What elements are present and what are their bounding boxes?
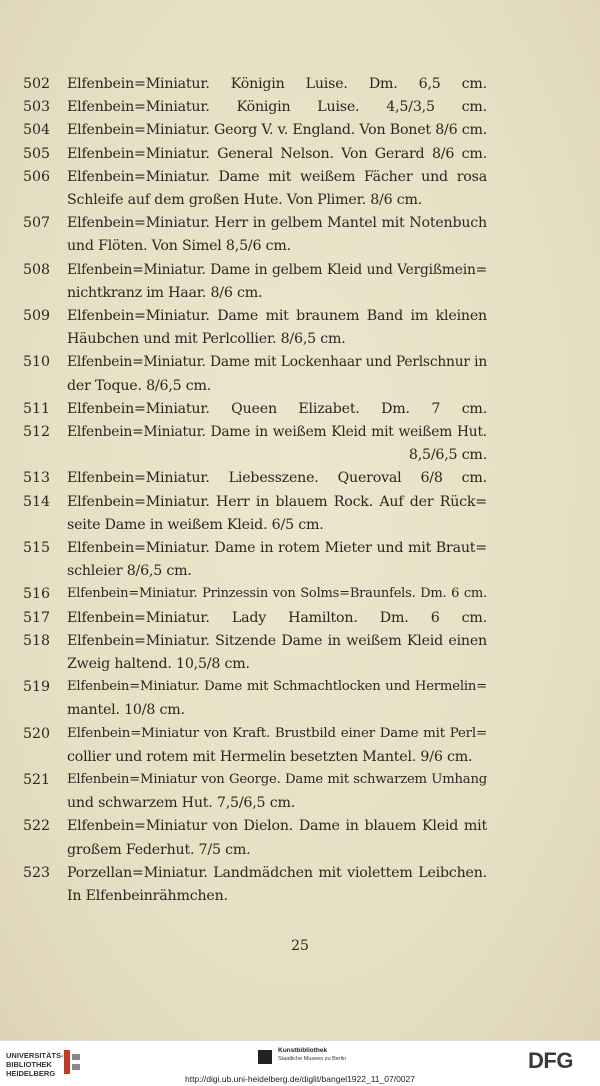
entry-text-line: großem Federhut. 7/5 cm. — [67, 841, 251, 858]
entry-text-line: Porzellan=Miniatur. Landmädchen mit violettem Leibchen. — [67, 864, 487, 881]
library-seal-icon — [62, 1048, 82, 1076]
entry-number: 516 — [23, 586, 51, 603]
entry-number: 506 — [23, 168, 51, 185]
entry-text-line: 8,5/6,5 cm. — [408, 447, 487, 464]
entry-text-line: mantel. 10/8 cm. — [67, 702, 185, 719]
entry-number: 505 — [23, 145, 51, 162]
entry-number: 511 — [23, 400, 51, 417]
entry-text-line: und Flöten. Von Simel 8,5/6 cm. — [67, 238, 291, 255]
entry-number: 509 — [23, 308, 51, 324]
kunstbibliothek-title: Kunstbibliothek — [278, 1047, 328, 1054]
entry-text-line: Elfenbein=Miniatur. Prinzessin von Solms=Braunfels. Dm. 6 cm. — [67, 586, 487, 602]
library-name-line-3: HEIDELBERG — [6, 1069, 56, 1078]
entry-text-line: Elfenbein=Miniatur von George. Dame mit schwarzem Umhang — [67, 772, 487, 787]
entry-text-line: seite Dame in weißem Kleid. 6/5 cm. — [67, 516, 324, 533]
entry-text-line: der Toque. 8/6,5 cm. — [67, 377, 212, 394]
entry-text-line: In Elfenbeinrähmchen. — [67, 887, 228, 904]
entry-text-line: Elfenbein=Miniatur. Dame mit weißem Fächer und rosa — [67, 168, 487, 185]
entry-text-line: Zweig haltend. 10,5/8 cm. — [67, 655, 250, 672]
entry-number: 513 — [23, 470, 51, 487]
entry-text-line: Elfenbein=Miniatur. Queen Elizabet. Dm. 7 cm. — [67, 400, 487, 417]
entry-text-line: schleier 8/6,5 cm. — [67, 563, 192, 580]
entry-number: 514 — [23, 493, 51, 510]
entry-number: 522 — [23, 818, 51, 835]
entry-text-line: Schleife auf dem großen Hute. Von Plimer. 8/6 cm. — [67, 191, 423, 208]
entry-number: 518 — [23, 632, 51, 649]
entry-text-line: Elfenbein=Miniatur. Herr in gelbem Mantel mit Notenbuch — [67, 215, 487, 232]
entry-number: 519 — [23, 679, 51, 696]
entry-number: 503 — [23, 99, 51, 116]
entry-number: 507 — [23, 215, 51, 232]
kunstbibliothek-logo[interactable] — [258, 1047, 378, 1069]
page-number: 25 — [291, 938, 309, 954]
entry-number: 520 — [23, 725, 51, 742]
entry-text-line: Elfenbein=Miniatur. Dame in gelbem Kleid und Vergißmein= — [67, 261, 487, 278]
entry-text-line: Elfenbein=Miniatur. Königin Luise. 4,5/3,5 cm. — [67, 99, 487, 116]
entry-number: 515 — [23, 540, 51, 556]
footer-bar — [0, 1040, 600, 1086]
entry-text-line: Elfenbein=Miniatur. Georg V. v. England. Von Bonet 8/6 cm. — [67, 122, 488, 139]
entry-text-line: nichtkranz im Haar. 8/6 cm. — [67, 284, 263, 301]
entry-number: 510 — [23, 354, 51, 371]
entry-text-line: collier und rotem mit Hermelin besetzten Mantel. 9/6 cm. — [67, 748, 473, 765]
entry-text-line: Elfenbein=Miniatur von Dielon. Dame in blauem Kleid mit — [67, 818, 487, 835]
entry-text-line: Elfenbein=Miniatur. Dame mit braunem Band im kleinen — [67, 308, 487, 324]
entry-text-line: Elfenbein=Miniatur. General Nelson. Von Gerard 8/6 cm. — [67, 145, 487, 162]
entry-number: 504 — [23, 122, 51, 139]
entry-number: 523 — [23, 864, 51, 881]
permalink-url[interactable]: http://digi.ub.uni-heidelberg.de/diglit/bangel1922_11_07/0027 — [184, 1074, 415, 1084]
entry-text-line: Elfenbein=Miniatur von Kraft. Brustbild einer Dame mit Perl= — [67, 725, 487, 741]
dfg-logo[interactable]: DFG — [528, 1048, 573, 1073]
entry-text-line: Elfenbein=Miniatur. Lady Hamilton. Dm. 6 cm. — [67, 609, 487, 626]
kunstbibliothek-icon — [258, 1050, 272, 1064]
entry-text-line: Elfenbein=Miniatur. Königin Luise. Dm. 6,5 cm. — [67, 76, 487, 92]
entry-text-line: Elfenbein=Miniatur. Dame mit Lockenhaar und Perlschnur in — [67, 354, 487, 371]
entry-number: 508 — [23, 261, 51, 278]
entry-text-line: Elfenbein=Miniatur. Herr in blauem Rock. Auf der Rück= — [67, 493, 487, 510]
entry-number: 521 — [23, 772, 51, 788]
entry-text-line: Elfenbein=Miniatur. Sitzende Dame in weißem Kleid einen — [67, 632, 487, 649]
library-name-line-1: UNIVERSITÄTS- — [6, 1051, 64, 1060]
entry-number: 512 — [23, 424, 51, 440]
entry-text-line: Häubchen und mit Perlcollier. 8/6,5 cm. — [67, 331, 346, 348]
kunstbibliothek-subtitle: Staatliche Museen zu Berlin — [278, 1056, 347, 1062]
entry-text-line: Elfenbein=Miniatur. Liebesszene. Queroval 6/8 cm. — [67, 470, 487, 487]
entry-number: 502 — [23, 76, 51, 92]
entry-text-line: Elfenbein=Miniatur. Dame mit Schmachtlocken und Hermelin= — [67, 679, 487, 695]
library-name-line-2: BIBLIOTHEK — [6, 1060, 52, 1069]
entry-number: 517 — [23, 609, 51, 626]
entry-text-line: Elfenbein=Miniatur. Dame in weißem Kleid mit weißem Hut. — [67, 424, 487, 440]
entry-text-line: Elfenbein=Miniatur. Dame in rotem Mieter und mit Braut= — [67, 540, 487, 556]
entry-text-line: und schwarzem Hut. 7,5/6,5 cm. — [67, 795, 296, 812]
